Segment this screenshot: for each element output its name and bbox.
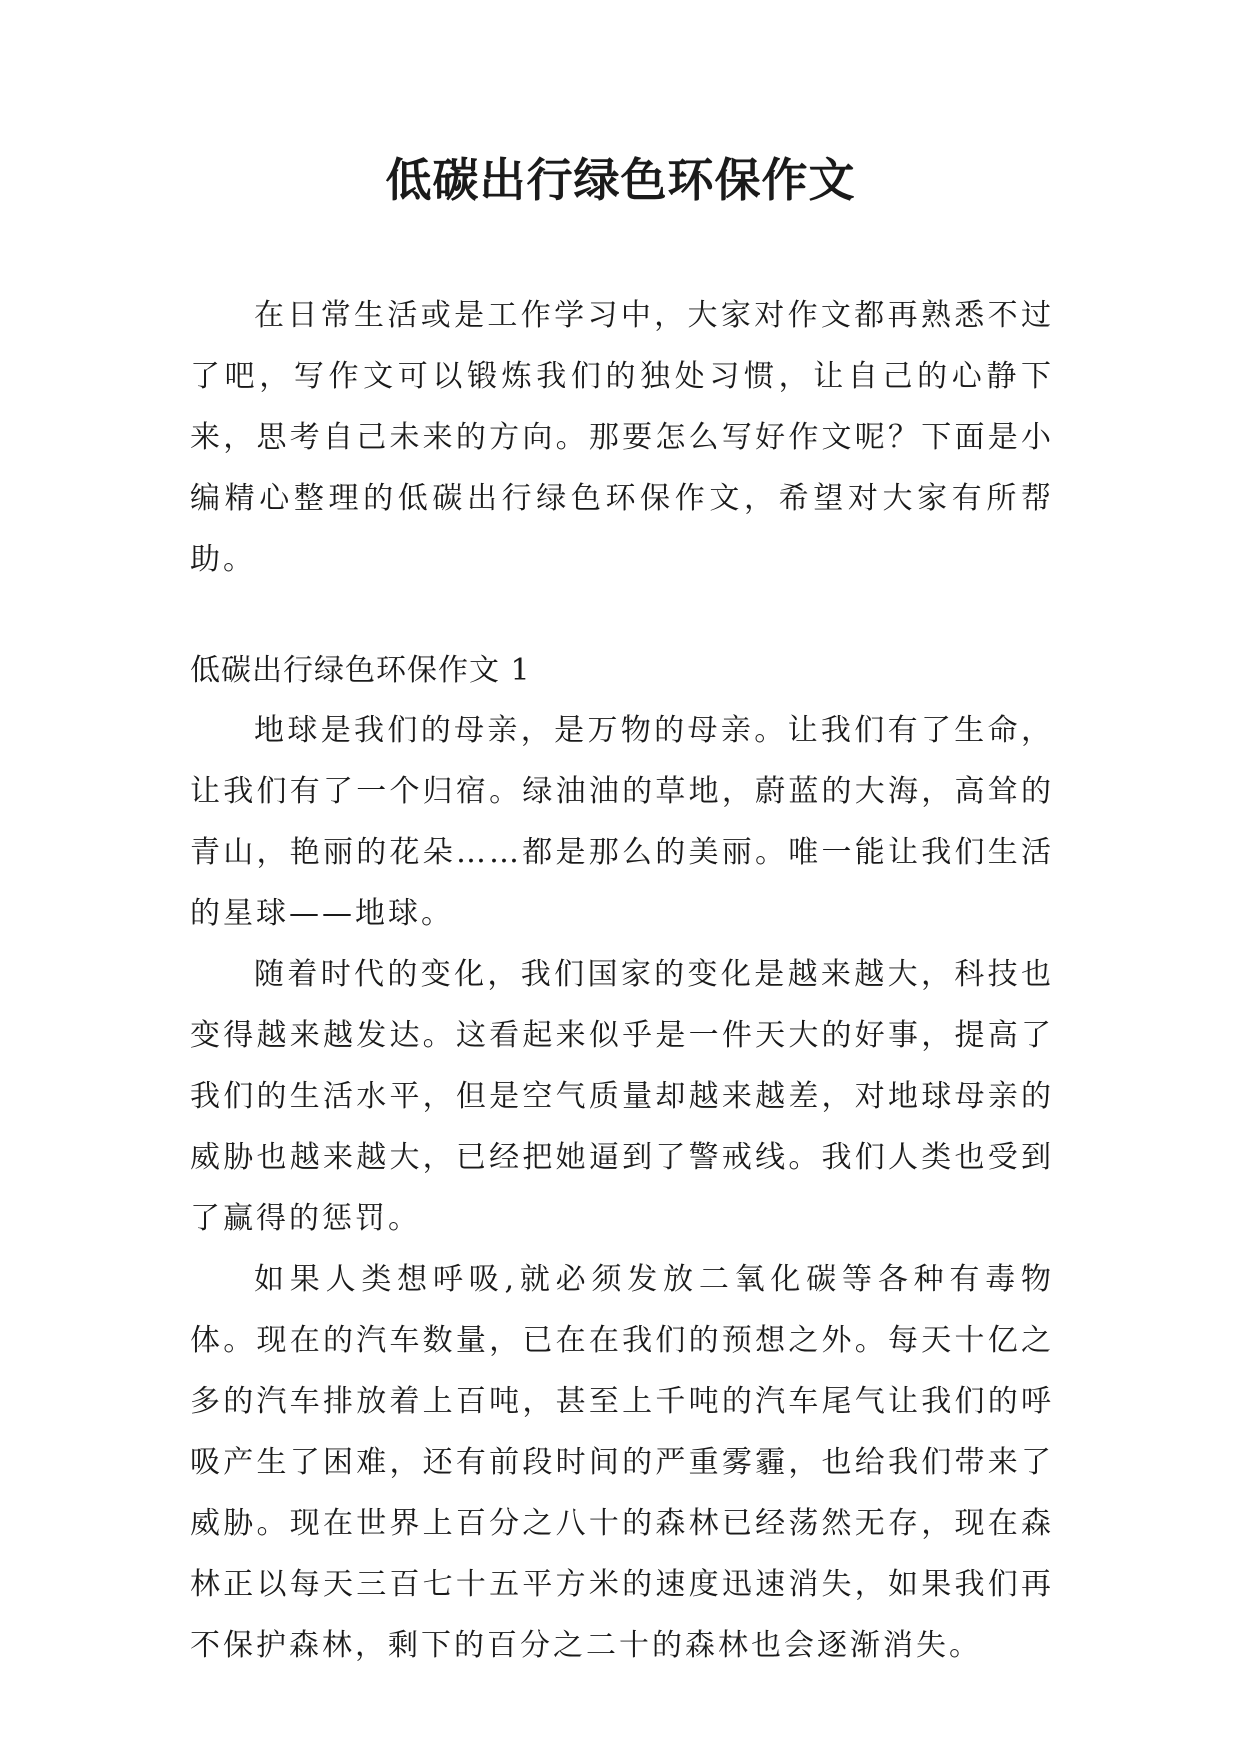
body-paragraph-3: 如果人类想呼吸,就必须发放二氧化碳等各种有毒物体。现在的汽车数量，已在在我们的预想之外。每天十亿之多的汽车排放着上百吨，甚至上千吨的汽车尾气让我们的呼吸产生了困难，还有前段时间的严重雾霾，也给我们带来了威胁。现在世界上百分之八十的森林已经荡然无存，现在森林正以每天三百七十五平方米的速度迅速消失，如果我们再不保护森林，剩下的百分之二十的森林也会逐渐消失。 <box>190 1262 1054 1663</box>
intro-paragraph: 在日常生活或是工作学习中，大家对作文都再熟悉不过了吧，写作文可以锻炼我们的独处习惯，让自己的心静下来，思考自己未来的方向。那要怎么写好作文呢？下面是小编精心整理的低碳出行绿色环保作文，希望对大家有所帮助。 <box>190 298 1054 577</box>
document-title: 低碳出行绿色环保作文 <box>385 153 856 207</box>
body-paragraph-2: 随着时代的变化，我们国家的变化是越来越大，科技也变得越来越发达。这看起来似乎是一件天大的好事，提高了我们的生活水平，但是空气质量却越来越差，对地球母亲的威胁也越来越大，已经把她逼到了警戒线。我们人类也受到了赢得的惩罚。 <box>190 957 1054 1236</box>
body-paragraph-1: 地球是我们的母亲，是万物的母亲。让我们有了生命，让我们有了一个归宿。绿油油的草地，蔚蓝的大海，高耸的青山，艳丽的花朵……都是那么的美丽。唯一能让我们生活的星球——地球。 <box>190 713 1054 931</box>
section-heading: 低碳出行绿色环保作文 1 <box>190 653 531 688</box>
document-body <box>190 285 1054 1676</box>
